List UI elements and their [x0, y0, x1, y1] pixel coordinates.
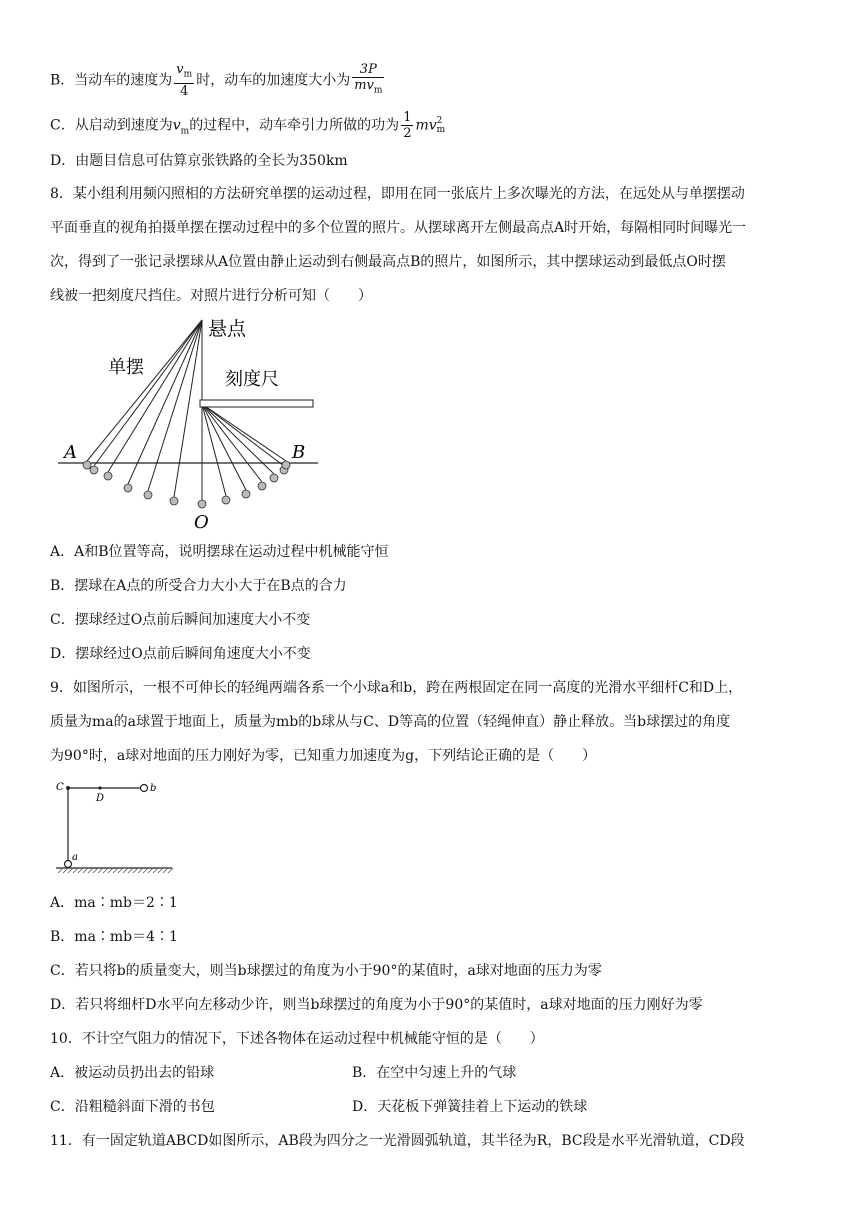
q10-option-c: C．沿粗糙斜面下滑的书包 — [50, 1099, 215, 1115]
q7-option-b-fraction: $\frac{v_m}{4}$ — [176, 62, 193, 99]
pendulum-ball — [258, 482, 266, 490]
hatch-line — [98, 868, 103, 873]
q8-option-c: C．摆球经过O点前后瞬间加速度大小不变 — [50, 612, 311, 628]
pendulum-ball — [282, 461, 290, 469]
hatch-line — [78, 868, 83, 873]
q7-option-c: C．从启动到速度为$v_m$的过程中，动车牵引力所做的功为 $\frac{1}{2}$ mv 2 m — [50, 110, 446, 141]
q9-stem-line-1: 9．如图所示，一根不可伸长的轻绳两端各系一个小球a和b，跨在两根固定在同一高度的光滑水平细杆C和D上， — [50, 680, 743, 696]
q10-option-d: D．天花板下弹簧挂着上下运动的铁球 — [352, 1099, 588, 1115]
label-a: a — [72, 852, 78, 863]
hatch-line — [158, 868, 163, 873]
hatch-line — [93, 868, 98, 873]
hatch-line — [168, 868, 173, 873]
pendulum-label: 单摆 — [108, 357, 144, 378]
point-b-label: B — [292, 442, 306, 463]
pendulum-string — [87, 320, 202, 461]
pendulum-figure — [50, 310, 330, 535]
rod-d — [98, 786, 101, 789]
q7-option-b-mid: 时，动车的加速度大小为 — [196, 72, 351, 89]
hatch-line — [68, 868, 73, 873]
pendulum-ball — [198, 500, 206, 508]
q8-stem-line-3: 次，得到了一张记录摆球从A位置由静止运动到右侧最高点B的照片，如图所示，其中摆球运动到最低点O时摆 — [50, 254, 726, 270]
ruler — [200, 400, 313, 407]
rope-ball-figure — [50, 776, 180, 874]
q7-option-d: D．由题目信息可估算京张铁路的全长为350km — [50, 153, 348, 169]
q9-option-c: C．若只将b的质量变大，则当b球摆过的角度为小于90°的某值时，a球对地面的压力为零 — [50, 963, 602, 979]
hatch-line — [58, 868, 63, 873]
q8-option-a: A．A和B位置等高，说明摆球在运动过程中机械能守恒 — [50, 544, 389, 560]
hatch-line — [73, 868, 78, 873]
hatch-line — [163, 868, 168, 873]
hatch-line — [118, 868, 123, 873]
pendulum-string — [108, 320, 202, 472]
q8-option-b: B．摆球在A点的所受合力大小大于在B点的合力 — [50, 578, 347, 594]
pendulum-ball — [242, 490, 250, 498]
ball-a — [65, 861, 72, 868]
pendulum-balls — [83, 461, 290, 508]
q8-stem-line-4: 线被一把刻度尺挡住。对照片进行分析可知（ ） — [50, 288, 372, 304]
q8-option-d: D．摆球经过O点前后瞬间角速度大小不变 — [50, 646, 311, 662]
pendulum-string — [202, 404, 246, 490]
q8-stem-line-2: 平面垂直的视角拍摄单摆在摆动过程中的多个位置的照片。从摆球离开左侧最高点A时开始，每隔相同时间曝光一 — [50, 220, 747, 236]
q7-option-b-fraction-2: $\frac{3P}{mv_m}$ — [354, 62, 383, 96]
ball-b — [141, 785, 148, 792]
q9-stem-line-2: 质量为ma的a球置于地面上，质量为mb的b球从与C、D等高的位置（轻绳伸直）静止释放。当b球摆过的角度 — [50, 714, 731, 730]
pendulum-strings — [87, 320, 286, 500]
pendulum-string — [174, 320, 202, 497]
hatch-line — [123, 868, 128, 873]
q10-option-a: A．被运动员扔出去的铅球 — [50, 1065, 215, 1081]
q8-stem-line-1: 8．某小组利用频闪照相的方法研究单摆的运动过程，即用在同一张底片上多次曝光的方法，在远处从与单摆摆动 — [50, 186, 745, 202]
pendulum-string — [94, 320, 202, 466]
hatch-line — [83, 868, 88, 873]
pendulum-ball — [83, 461, 91, 469]
pendulum-ball — [104, 472, 112, 480]
rod-c — [66, 786, 70, 790]
point-o-label: O — [194, 512, 209, 533]
hatch-line — [153, 868, 158, 873]
pendulum-ball — [144, 491, 152, 499]
hatch-line — [148, 868, 153, 873]
hatch-line — [138, 868, 143, 873]
hatch-line — [63, 868, 68, 873]
hatch-line — [143, 868, 148, 873]
pendulum-ball — [270, 474, 278, 482]
q7-option-b-prefix: B．当动车的速度为 — [50, 72, 173, 89]
hatch-line — [103, 868, 108, 873]
hatch-line — [113, 868, 118, 873]
label-c: C — [56, 782, 64, 793]
hatch-line — [88, 868, 93, 873]
q9-option-d: D．若只将细杆D水平向左移动少许，则当b球摆过的角度为小于90°的某值时，a球对地面的压力刚好为零 — [50, 997, 703, 1013]
hatch-line — [133, 868, 138, 873]
pendulum-ball — [90, 466, 98, 474]
ruler-label: 刻度尺 — [225, 369, 279, 390]
pendulum-ball — [170, 497, 178, 505]
pivot-label: 悬点 — [208, 318, 247, 340]
pendulum-ball — [222, 496, 230, 504]
point-a-label: A — [64, 442, 77, 463]
q9-stem-line-3: 为90°时，a球对地面的压力刚好为零，已知重力加速度为g，下列结论正确的是（ ） — [50, 748, 597, 764]
ground-hatching — [58, 868, 173, 873]
pendulum-ball — [124, 484, 132, 492]
q10-option-b: B．在空中匀速上升的气球 — [352, 1065, 517, 1081]
label-b: b — [150, 783, 157, 794]
q7-option-c-fraction: $\frac{1}{2}$ — [403, 110, 412, 141]
hatch-line — [108, 868, 113, 873]
q9-option-b: B．ma∶mb＝4∶1 — [50, 929, 178, 945]
pendulum-string — [148, 320, 202, 491]
label-d: D — [96, 793, 105, 804]
q7-option-b — [50, 62, 386, 99]
q10-stem: 10．不计空气阻力的情况下，下述各物体在运动过程中机械能守恒的是（ ） — [50, 1031, 544, 1047]
q11-stem-line-1: 11．有一固定轨道ABCD如图所示，AB段为四分之一光滑圆弧轨道，其半径为R，BC段是水平光滑轨道，CD段 — [50, 1133, 745, 1149]
hatch-line — [128, 868, 133, 873]
pendulum-string — [128, 320, 202, 484]
q9-option-a: A．ma∶mb＝2∶1 — [50, 895, 178, 911]
